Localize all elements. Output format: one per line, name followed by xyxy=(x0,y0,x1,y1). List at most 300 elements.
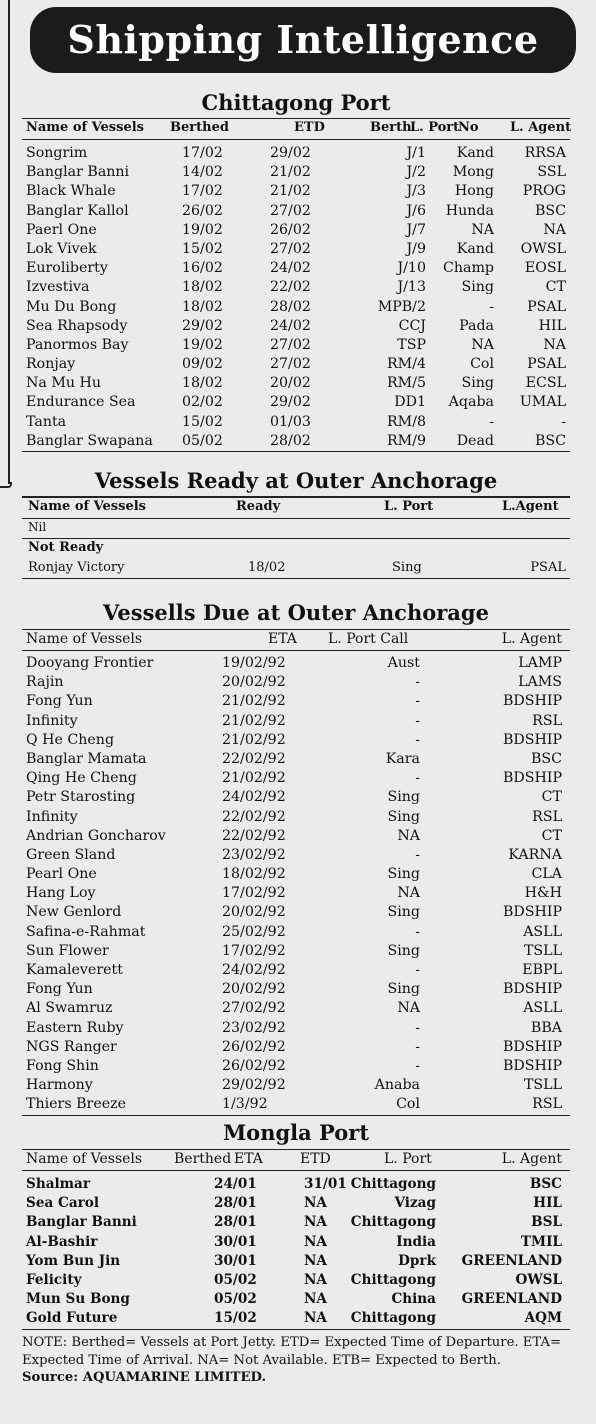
last-port-call: Sing xyxy=(387,789,420,806)
source-line: Source: AQUAMARINE LIMITED. xyxy=(22,1370,267,1385)
ready-header xyxy=(22,496,570,519)
local-agent: BSL xyxy=(531,1214,562,1231)
last-port-call: - xyxy=(415,712,420,729)
etd-date: 28/02 xyxy=(270,432,311,449)
local-agent: BDSHIP xyxy=(502,1038,562,1055)
eta-date: 20/02/92 xyxy=(222,981,286,998)
last-port: Pada xyxy=(459,317,494,334)
berthed-date: 26/02 xyxy=(182,202,223,219)
eta-date: 23/02/92 xyxy=(222,846,286,863)
berthed-date: 15/02 xyxy=(182,413,223,430)
local-agent: BDSHIP xyxy=(502,904,562,921)
col-name: Name of Vessels xyxy=(26,1151,143,1167)
last-port-call: Sing xyxy=(387,942,420,959)
table-row xyxy=(22,278,570,297)
last-port: Kand xyxy=(456,240,494,257)
not-ready-label: Not Ready xyxy=(28,540,104,556)
last-port-call: Sing xyxy=(387,904,420,921)
local-agent: GREENLAND xyxy=(461,1291,562,1308)
vessel-name: Banglar Banni xyxy=(26,164,130,181)
col-eta: ETA xyxy=(268,631,297,647)
local-agent: BSC xyxy=(530,750,562,767)
local-agent: BDSHIP xyxy=(502,1057,562,1074)
table-row xyxy=(22,355,570,374)
etd: NA xyxy=(304,1310,327,1327)
due-title: Vessells Due at Outer Anchorage xyxy=(103,600,489,625)
last-port-call: Sing xyxy=(387,808,420,825)
last-port: India xyxy=(396,1233,436,1250)
local-agent: RSL xyxy=(532,712,562,729)
last-port-call: Kara xyxy=(385,750,420,767)
last-port: Kand xyxy=(456,145,494,161)
chittagong-header xyxy=(22,118,570,140)
table-row xyxy=(22,942,570,961)
table-row xyxy=(22,654,570,673)
eta-date: 21/02/92 xyxy=(222,770,286,787)
last-port: Mong xyxy=(452,164,494,181)
etd: NA xyxy=(304,1233,327,1250)
table-row xyxy=(22,846,570,865)
berth: RM/9 xyxy=(386,432,426,449)
eta-date: 26/02/92 xyxy=(222,1038,286,1055)
mongla-header xyxy=(22,1149,570,1171)
last-port: Chittagong xyxy=(350,1310,436,1327)
eta-date: 22/02/92 xyxy=(222,750,286,767)
banner-title: Shipping Intelligence xyxy=(30,7,576,73)
berth: J/9 xyxy=(406,240,426,257)
vessel-name: Banglar Mamata xyxy=(26,750,147,767)
vessel-name: Banglar Swapana xyxy=(26,432,153,449)
last-port: - xyxy=(489,413,494,430)
vessel-name: Na Mu Hu xyxy=(26,375,102,392)
last-port: Sing xyxy=(461,279,494,296)
eta-date: 21/02/92 xyxy=(222,712,286,729)
table-row xyxy=(22,961,570,980)
last-port: Sing xyxy=(392,560,422,576)
last-port: Chittagong xyxy=(350,1271,436,1288)
vessel-name: Fong Shin xyxy=(26,1057,99,1074)
ready-title: Vessels Ready at Outer Anchorage xyxy=(94,468,498,493)
berthed-date: 19/02 xyxy=(182,221,223,238)
vessel-name: Pearl One xyxy=(26,866,97,883)
etd-date: 01/03 xyxy=(270,413,311,430)
local-agent: TMIL xyxy=(520,1233,562,1250)
local-agent: SSL xyxy=(537,164,566,181)
etd-date: 26/02 xyxy=(270,221,311,238)
last-port-call: - xyxy=(415,674,420,691)
last-port: Champ xyxy=(443,260,494,277)
eta-date: 27/02/92 xyxy=(222,1000,286,1017)
vessel-name: Harmony xyxy=(26,1077,93,1094)
vessel-name: NGS Ranger xyxy=(26,1038,117,1055)
berth: J/1 xyxy=(406,145,426,161)
vessel-name: Dooyang Frontier xyxy=(26,655,154,671)
berthed-date: 17/02 xyxy=(182,183,223,200)
table-row xyxy=(22,259,570,278)
col-lport: L. Port xyxy=(410,120,460,135)
table-row xyxy=(22,827,570,846)
local-agent: AQM xyxy=(524,1310,562,1327)
table-row xyxy=(22,1213,570,1232)
local-agent: ASLL xyxy=(523,1000,562,1017)
local-agent: RRSA xyxy=(524,145,566,161)
eta-date: 1/3/92 xyxy=(222,1096,268,1113)
table-row xyxy=(22,240,570,259)
vessel-name: Banglar Kallol xyxy=(26,202,129,219)
nil-row xyxy=(22,519,570,539)
col-name: Name of Vessels xyxy=(28,499,146,514)
table-row xyxy=(22,673,570,692)
vessel-name: Paerl One xyxy=(26,221,97,238)
table-row xyxy=(22,1095,570,1114)
col-agent: L.Agent xyxy=(502,499,559,514)
table-row xyxy=(22,336,570,355)
vessel-name: Yom Bun Jin xyxy=(26,1252,121,1269)
table-row xyxy=(22,393,570,412)
local-agent: BDSHIP xyxy=(502,981,562,998)
col-agent: L. Agent xyxy=(501,631,562,647)
last-port-call: - xyxy=(415,770,420,787)
col-lport: L. Port xyxy=(384,1151,432,1167)
local-agent: RSL xyxy=(532,1096,562,1113)
eta-date: 25/02/92 xyxy=(222,923,286,940)
last-port: Col xyxy=(470,356,494,373)
table-row xyxy=(22,1233,570,1252)
vessel-name: Black Whale xyxy=(26,183,116,200)
last-port: Dead xyxy=(456,432,494,449)
vessel-name: Sea Rhapsody xyxy=(26,317,128,334)
eta-date: 21/02/92 xyxy=(222,693,286,710)
table-row xyxy=(22,1290,570,1309)
table-row xyxy=(22,923,570,942)
local-agent: H&H xyxy=(524,885,562,902)
etd-date: 28/02 xyxy=(270,298,311,315)
last-port: Vizag xyxy=(394,1195,436,1212)
etd-date: 24/02 xyxy=(270,260,311,277)
berth: J/10 xyxy=(397,260,426,277)
vessel-name: Shalmar xyxy=(26,1176,91,1192)
chittagong-section xyxy=(22,88,570,452)
berth: RM/4 xyxy=(386,356,426,373)
etd-date: 27/02 xyxy=(270,240,311,257)
vessel-name: Eastern Ruby xyxy=(26,1019,124,1036)
chittagong-title: Chittagong Port xyxy=(201,90,391,115)
footnote xyxy=(22,1334,564,1387)
local-agent: HIL xyxy=(538,317,566,334)
local-agent: EOSL xyxy=(524,260,566,277)
vessel-name: Panormos Bay xyxy=(26,336,129,353)
table-row xyxy=(22,298,570,317)
last-port-call: - xyxy=(415,846,420,863)
table-row xyxy=(22,374,570,393)
col-lport: L. Port xyxy=(384,499,434,514)
etd-date: 21/02 xyxy=(270,164,311,181)
etd: NA xyxy=(304,1271,327,1288)
local-agent: CT xyxy=(545,279,566,296)
table-row xyxy=(22,769,570,788)
etd: NA xyxy=(304,1214,327,1231)
last-port: Dprk xyxy=(398,1252,436,1269)
local-agent: NA xyxy=(543,336,566,353)
berthed-date: 28/01 xyxy=(214,1195,257,1212)
vessel-name: Ronjay Victory xyxy=(28,560,125,576)
vessel-name: Petr Starosting xyxy=(26,789,136,806)
local-agent: BDSHIP xyxy=(502,693,562,710)
frame-border xyxy=(8,0,10,484)
local-agent: ECSL xyxy=(525,375,566,392)
etd-date: 27/02 xyxy=(270,336,311,353)
table-row xyxy=(22,1309,570,1328)
berth: J/6 xyxy=(406,202,426,219)
last-port-call: NA xyxy=(397,827,420,844)
eta-date: 24/02/92 xyxy=(222,789,286,806)
etd-date: 27/02 xyxy=(270,202,311,219)
table-row xyxy=(22,808,570,827)
vessel-name: Fong Yun xyxy=(26,981,93,998)
vessel-name: New Genlord xyxy=(26,904,122,921)
local-agent: LAMP xyxy=(518,655,562,671)
not-ready-row xyxy=(22,559,570,579)
berthed-date: 28/01 xyxy=(214,1214,257,1231)
eta-date: 26/02/92 xyxy=(222,1057,286,1074)
table-row xyxy=(22,1175,570,1194)
local-agent: PROG xyxy=(522,183,566,200)
last-port-call: - xyxy=(415,731,420,748)
vessel-name: Hang Loy xyxy=(26,885,96,902)
table-row xyxy=(22,903,570,922)
last-port-call: Sing xyxy=(387,866,420,883)
col-name: Name of Vessels xyxy=(26,120,144,135)
local-agent: - xyxy=(561,413,566,430)
eta-date: 22/02/92 xyxy=(222,808,286,825)
local-agent: BDSHIP xyxy=(502,731,562,748)
eta-date: 29/02/92 xyxy=(222,1077,286,1094)
nil-text: Nil xyxy=(28,520,47,534)
local-agent: BDSHIP xyxy=(502,770,562,787)
due-section xyxy=(22,597,570,1116)
vessel-name: Sun Flower xyxy=(26,942,109,959)
last-port-call: - xyxy=(415,1019,420,1036)
eta-date: 22/02/92 xyxy=(222,827,286,844)
eta-date: 20/02/92 xyxy=(222,904,286,921)
col-eta: ETA xyxy=(234,1151,263,1167)
berthed-date: 18/02 xyxy=(182,279,223,296)
last-port-call: - xyxy=(415,923,420,940)
etd-date: 20/02 xyxy=(270,375,311,392)
local-agent: EBPL xyxy=(522,962,562,978)
berthed-date: 05/02 xyxy=(214,1271,257,1288)
table-row xyxy=(22,980,570,999)
table-row xyxy=(22,750,570,769)
col-name: Name of Vessels xyxy=(26,631,143,647)
last-port: Aqaba xyxy=(448,394,494,411)
local-agent: CLA xyxy=(531,866,562,883)
local-agent: RSL xyxy=(532,808,562,825)
vessel-name: Izvestiva xyxy=(26,279,90,296)
vessel-name: Rajin xyxy=(26,674,64,691)
last-port-call: - xyxy=(415,693,420,710)
not-ready-label-row xyxy=(22,539,570,559)
berthed-date: 15/02 xyxy=(182,240,223,257)
table-row xyxy=(22,1038,570,1057)
vessel-name: Mu Du Bong xyxy=(26,298,117,315)
last-port: China xyxy=(391,1291,436,1308)
col-no: No xyxy=(458,120,479,135)
berthed-date: 09/02 xyxy=(182,356,223,373)
last-port: Hunda xyxy=(445,202,494,219)
last-port: Sing xyxy=(461,375,494,392)
vessel-name: Euroliberty xyxy=(26,260,108,277)
col-ready: Ready xyxy=(236,499,281,514)
table-row xyxy=(22,1019,570,1038)
table-row xyxy=(22,692,570,711)
last-port: NA xyxy=(471,221,494,238)
local-agent: BSC xyxy=(529,1176,562,1192)
local-agent: TSLL xyxy=(523,1077,562,1094)
berthed-date: 05/02 xyxy=(182,432,223,449)
col-berthed: Berthed xyxy=(174,1151,232,1167)
note-text: NOTE: Berthed= Vessels at Port Jetty. ETD= Expected Time of Departure. ETA= Expected Time of Arrival. NA= Not Available. ETB= Expected to Berth. xyxy=(22,1335,562,1368)
berth: CCJ xyxy=(398,317,426,334)
table-row xyxy=(22,731,570,750)
last-port: Hong xyxy=(454,183,494,200)
local-agent: BBA xyxy=(530,1019,562,1036)
last-port-call: NA xyxy=(397,1000,420,1017)
berthed-date: 30/01 xyxy=(214,1233,257,1250)
table-row xyxy=(22,221,570,240)
berthed-date: 17/02 xyxy=(182,145,223,161)
local-agent: HIL xyxy=(533,1195,562,1212)
last-port: NA xyxy=(471,336,494,353)
mongla-title: Mongla Port xyxy=(222,1120,370,1145)
berth: J/13 xyxy=(397,279,426,296)
berthed-date: 29/02 xyxy=(182,317,223,334)
vessel-name: Ronjay xyxy=(26,356,76,373)
table-row xyxy=(22,1252,570,1271)
local-agent: OWSL xyxy=(520,240,566,257)
col-etd: ETD xyxy=(294,120,325,135)
local-agent: ASLL xyxy=(523,923,562,940)
last-port-call: Aust xyxy=(387,655,420,671)
vessel-name: Safina-e-Rahmat xyxy=(26,923,146,940)
last-port-call: Col xyxy=(396,1096,420,1113)
col-berth: Berth xyxy=(370,120,412,135)
berth: MPB/2 xyxy=(377,298,426,315)
table-row xyxy=(22,1076,570,1095)
table-row xyxy=(22,1194,570,1213)
vessel-name: Sea Carol xyxy=(26,1195,100,1212)
berth: DD1 xyxy=(394,394,426,411)
mongla-rows xyxy=(22,1171,570,1330)
chittagong-rows xyxy=(22,140,570,452)
last-port: - xyxy=(489,298,494,315)
table-row xyxy=(22,317,570,336)
frame-border-corner xyxy=(0,482,12,488)
local-agent: GREENLAND xyxy=(461,1252,562,1269)
table-row xyxy=(22,182,570,201)
vessel-name: Songrim xyxy=(26,145,88,161)
table-row xyxy=(22,999,570,1018)
local-agent: PSAL xyxy=(530,560,566,576)
last-port: Chittagong xyxy=(350,1176,436,1192)
col-agent: L. Agent xyxy=(501,1151,562,1167)
due-rows xyxy=(22,651,570,1116)
vessel-name: Gold Future xyxy=(26,1310,118,1327)
local-agent: TSLL xyxy=(523,942,562,959)
berthed-date: 15/02 xyxy=(214,1310,257,1327)
berth: J/2 xyxy=(406,164,426,181)
table-row xyxy=(22,163,570,182)
vessel-name: Kamaleverett xyxy=(26,962,123,978)
last-port-call: Anaba xyxy=(374,1077,420,1094)
berthed-date: 16/02 xyxy=(182,260,223,277)
eta-date: 17/02/92 xyxy=(222,885,286,902)
berthed-date: 18/02 xyxy=(182,298,223,315)
berth: J/7 xyxy=(406,221,426,238)
etd: NA xyxy=(304,1195,327,1212)
local-agent: NA xyxy=(543,221,566,238)
vessel-name: Endurance Sea xyxy=(26,394,136,411)
table-row xyxy=(22,788,570,807)
eta-date: 18/02/92 xyxy=(222,866,286,883)
col-etd: ETD xyxy=(300,1151,331,1167)
local-agent: KARNA xyxy=(508,846,562,863)
local-agent: UMAL xyxy=(519,394,566,411)
last-port-call: NA xyxy=(397,885,420,902)
berthed-date: 30/01 xyxy=(214,1252,257,1269)
mongla-section xyxy=(22,1117,570,1330)
berthed-date: 05/02 xyxy=(214,1291,257,1308)
local-agent: BSC xyxy=(534,432,566,449)
etd: NA xyxy=(304,1252,327,1269)
vessel-name: Qing He Cheng xyxy=(26,770,137,787)
etd-date: 29/02 xyxy=(270,145,311,161)
last-port-call: - xyxy=(415,962,420,978)
berth: RM/5 xyxy=(386,375,426,392)
vessel-name: Green Sland xyxy=(26,846,116,863)
vessel-name: Infinity xyxy=(26,712,78,729)
vessel-name: Mun Su Bong xyxy=(26,1291,130,1308)
etd-date: 29/02 xyxy=(270,394,311,411)
berth: RM/8 xyxy=(386,413,426,430)
etd-date: 24/02 xyxy=(270,317,311,334)
berth: J/3 xyxy=(406,183,426,200)
eta-date: 21/02/92 xyxy=(222,731,286,748)
berthed-date: 24/01 xyxy=(214,1176,257,1192)
etd-date: 21/02 xyxy=(270,183,311,200)
etd: NA xyxy=(304,1291,327,1308)
eta-date: 17/02/92 xyxy=(222,942,286,959)
local-agent: BSC xyxy=(534,202,566,219)
berth: TSP xyxy=(397,336,426,353)
local-agent: PSAL xyxy=(527,356,566,373)
vessel-name: Infinity xyxy=(26,808,78,825)
local-agent: OWSL xyxy=(515,1271,562,1288)
vessel-name: Al-Bashir xyxy=(26,1233,98,1250)
due-header xyxy=(22,629,570,651)
last-port-call: - xyxy=(415,1038,420,1055)
ready-date: 18/02 xyxy=(248,560,286,576)
table-row xyxy=(22,1271,570,1290)
ready-section xyxy=(22,466,570,579)
last-port-call: Sing xyxy=(387,981,420,998)
etd-date: 22/02 xyxy=(270,279,311,296)
table-row xyxy=(22,144,570,163)
vessel-name: Lok Vivek xyxy=(26,240,97,257)
eta-date: 24/02/92 xyxy=(222,962,286,978)
etd: 31/01 xyxy=(304,1176,347,1192)
col-berthed: Berthed xyxy=(170,120,229,135)
